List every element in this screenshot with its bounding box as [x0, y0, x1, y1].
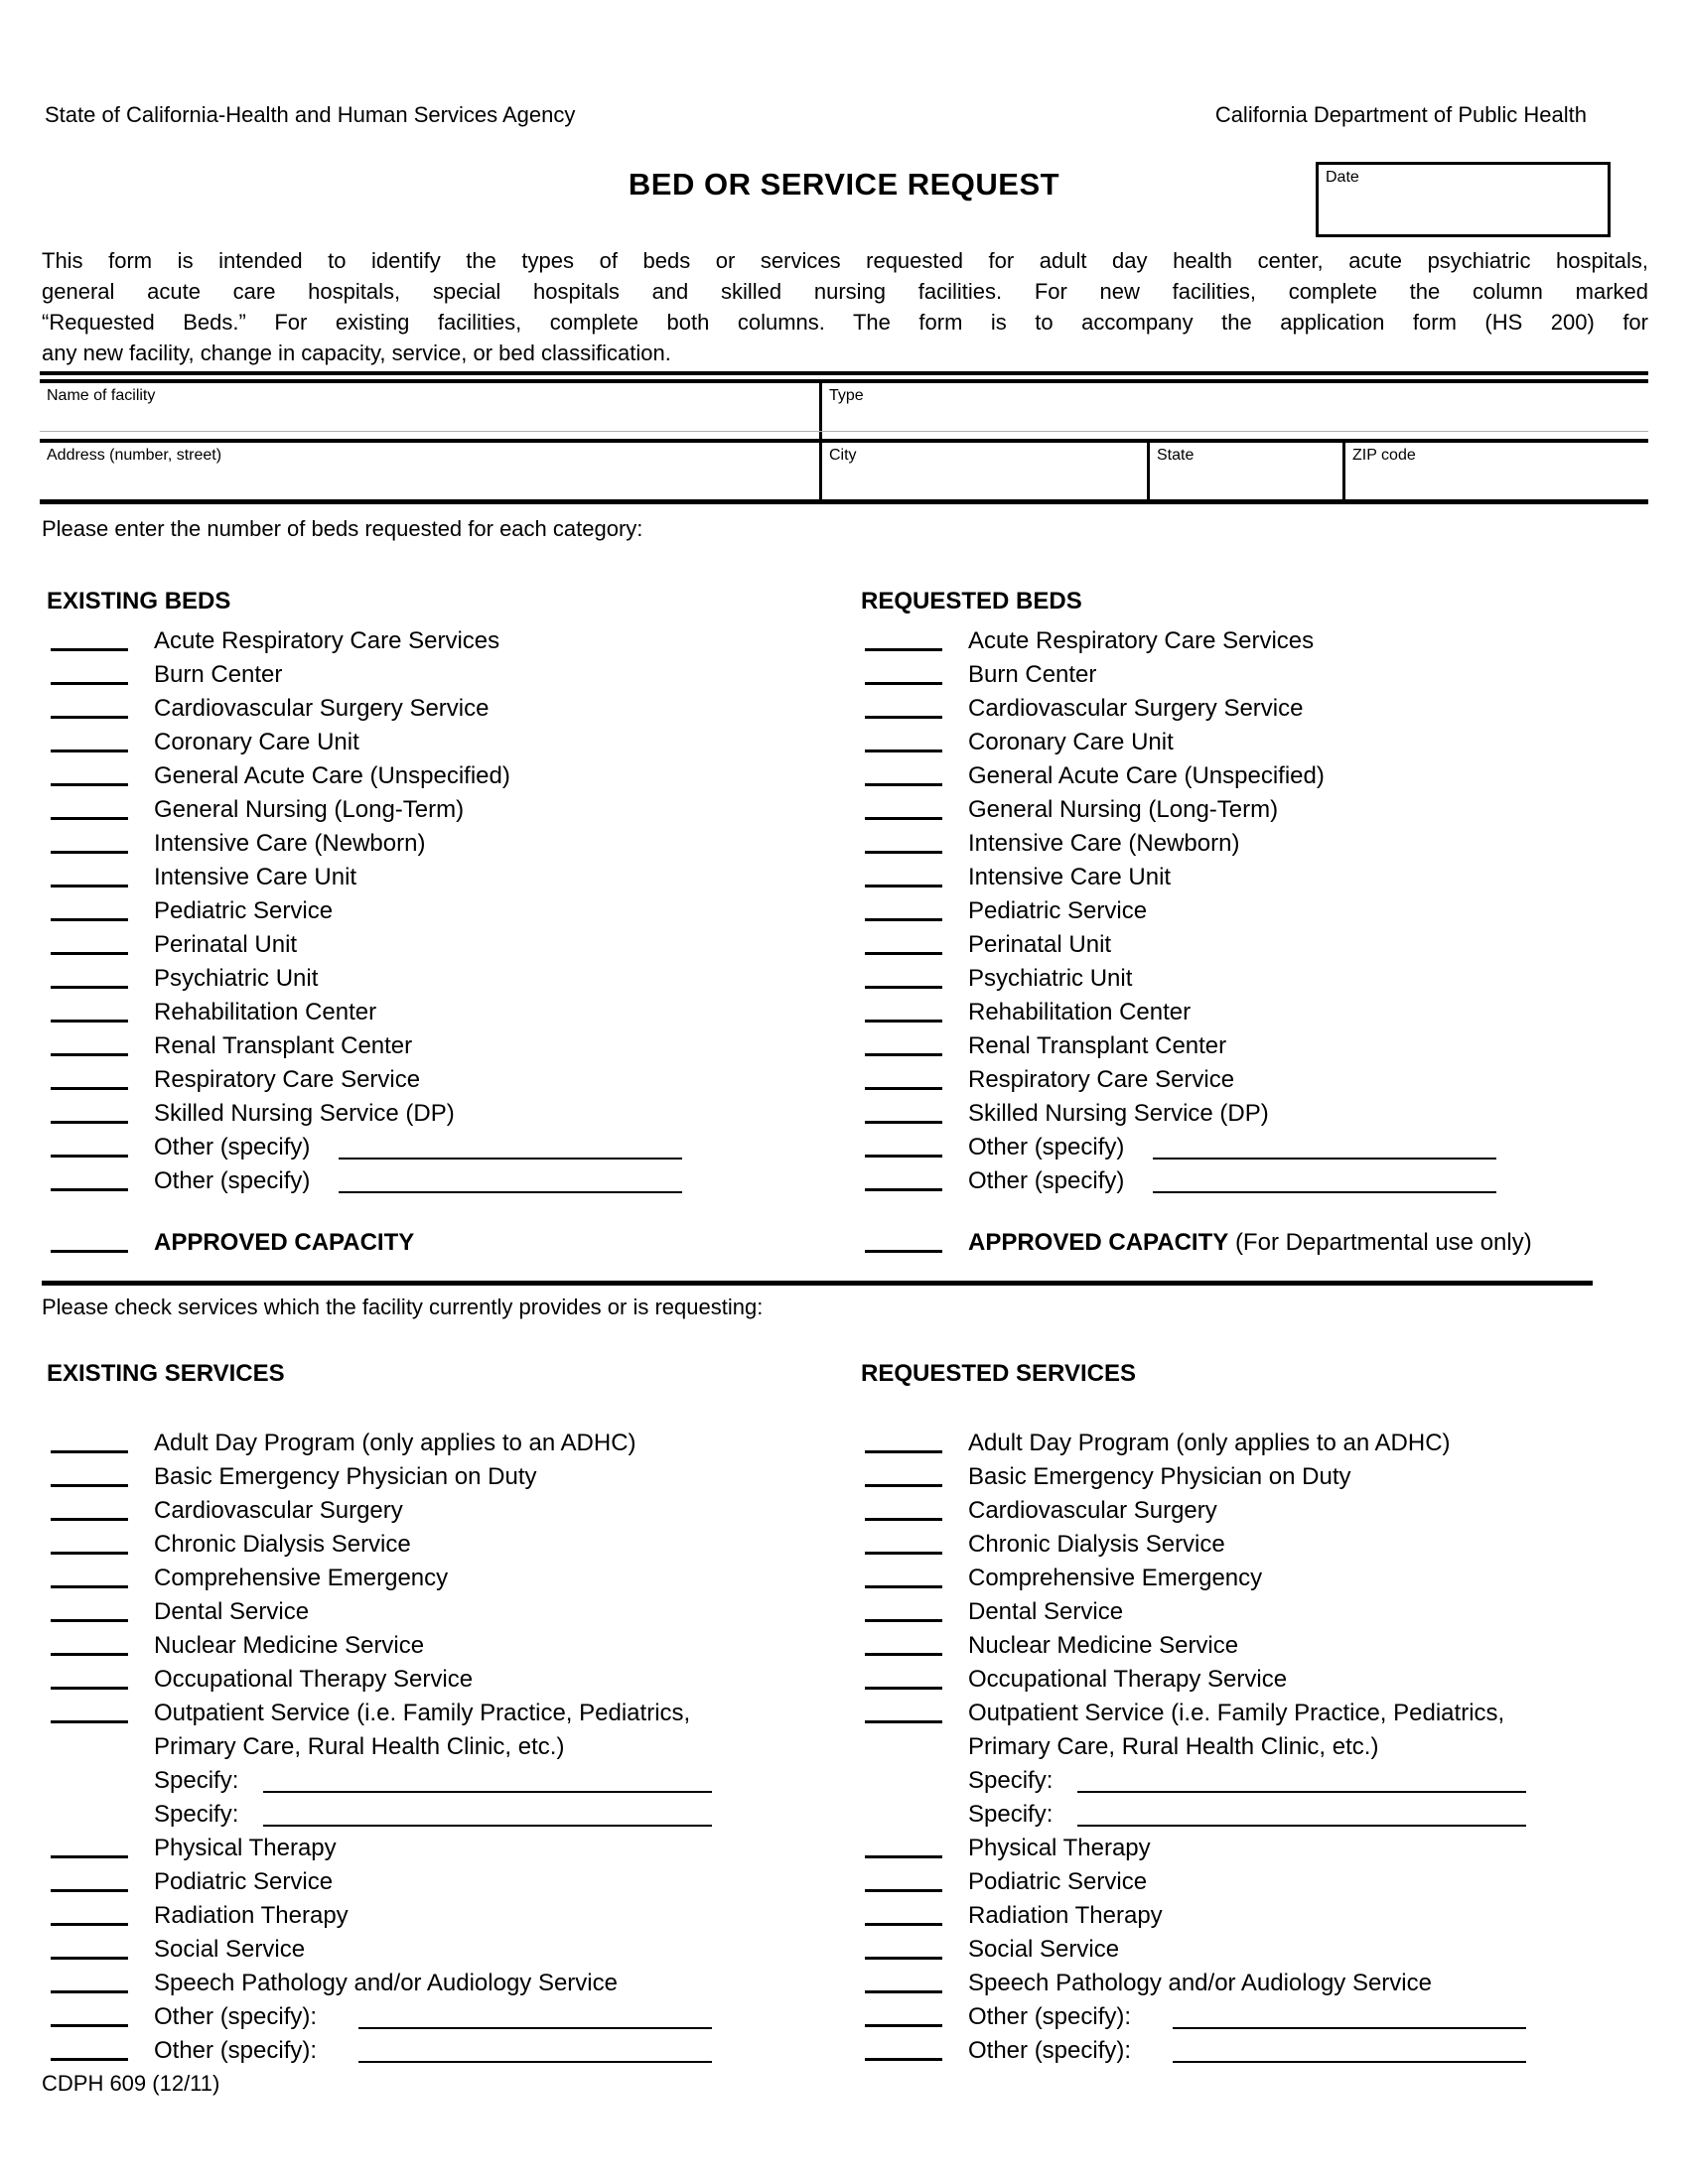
- approved-capacity-label: APPROVED CAPACITY: [154, 1229, 415, 1256]
- write-in-line: [40, 431, 1648, 432]
- existing-beds-header: EXISTING BEDS: [47, 588, 231, 614]
- service-row-label: Social Service: [968, 1936, 1120, 1963]
- fill-in-line[interactable]: [865, 1020, 942, 1023]
- bed-row: [859, 895, 1663, 929]
- city-label: City: [829, 447, 857, 464]
- fill-in-line[interactable]: [865, 682, 942, 685]
- bed-row-label: Other (specify): [154, 1134, 311, 1160]
- fill-in-line[interactable]: [51, 851, 128, 854]
- bed-row: [45, 997, 849, 1030]
- bed-row: [45, 693, 849, 727]
- fill-in-line[interactable]: [51, 1855, 128, 1858]
- bed-row-label: Psychiatric Unit: [968, 965, 1133, 992]
- service-row-label: Podiatric Service: [154, 1868, 334, 1895]
- service-row-label: Outpatient Service (i.e. Family Practice, Pediatrics,: [968, 1700, 1505, 1726]
- bed-row-label: General Nursing (Long-Term): [968, 796, 1279, 823]
- fill-in-line[interactable]: [865, 1687, 942, 1690]
- service-row-label: Specify:: [968, 1767, 1054, 1794]
- bed-row: [45, 929, 849, 963]
- intro-line: any new facility, change in capacity, service, or bed classification.: [42, 341, 671, 365]
- bed-row: [45, 659, 849, 693]
- fill-in-line[interactable]: [51, 1720, 128, 1723]
- service-row-label: Specify:: [154, 1801, 239, 1828]
- bed-row: [859, 659, 1663, 693]
- bed-row: [859, 760, 1663, 794]
- fill-in-line[interactable]: [865, 716, 942, 719]
- fill-in-line[interactable]: [865, 1585, 942, 1588]
- services-instruction: Please check services which the facility currently provides or is requesting:: [42, 1295, 764, 1319]
- service-row-label: Basic Emergency Physician on Duty: [968, 1463, 1351, 1490]
- fill-in-line[interactable]: [51, 986, 128, 989]
- service-row-label: Podiatric Service: [968, 1868, 1148, 1895]
- page-title: BED OR SERVICE REQUEST: [628, 167, 1060, 202]
- specify-line[interactable]: [1173, 2061, 1526, 2063]
- service-row-label: Speech Pathology and/or Audiology Service: [968, 1970, 1432, 1996]
- fill-in-line[interactable]: [51, 1552, 128, 1555]
- service-row-label: Primary Care, Rural Health Clinic, etc.): [968, 1733, 1379, 1760]
- service-row: [45, 1664, 849, 1698]
- requested-services-header: REQUESTED SERVICES: [861, 1360, 1136, 1387]
- bed-row-label: Cardiovascular Surgery Service: [154, 695, 490, 722]
- fill-in-line[interactable]: [51, 750, 128, 752]
- bed-row-label: Respiratory Care Service: [968, 1066, 1235, 1093]
- service-row: [859, 1461, 1663, 1495]
- form-number: CDPH 609 (12/11): [42, 2071, 220, 2096]
- fill-in-line[interactable]: [865, 1923, 942, 1926]
- state-field[interactable]: [1150, 443, 1345, 499]
- fill-in-line[interactable]: [865, 885, 942, 887]
- service-row: [859, 1698, 1663, 1731]
- existing-beds-column: [45, 588, 849, 1273]
- bed-row: [45, 862, 849, 895]
- bed-row-label: Cardiovascular Surgery Service: [968, 695, 1304, 722]
- fill-in-line[interactable]: [51, 682, 128, 685]
- service-row: [45, 1428, 849, 1461]
- service-row-label: Adult Day Program (only applies to an ADHC): [968, 1430, 1451, 1456]
- service-row-label: Comprehensive Emergency: [968, 1565, 1263, 1591]
- zip-field[interactable]: [1345, 443, 1648, 499]
- bed-row: [45, 895, 849, 929]
- service-row-label: Other (specify):: [154, 2037, 318, 2064]
- fill-in-line[interactable]: [51, 817, 128, 820]
- service-row: [45, 1968, 849, 2001]
- fill-in-line[interactable]: [51, 783, 128, 786]
- bed-row: [45, 963, 849, 997]
- approved-capacity-label: APPROVED CAPACITY: [968, 1229, 1229, 1256]
- bed-row-label: Other (specify): [154, 1167, 311, 1194]
- service-row: [859, 1833, 1663, 1866]
- bed-row-label: Burn Center: [968, 661, 1097, 688]
- service-row: [859, 1866, 1663, 1900]
- fill-in-line[interactable]: [865, 918, 942, 921]
- service-row: [45, 1495, 849, 1529]
- facility-type-label: Type: [829, 387, 864, 404]
- fill-in-line[interactable]: [51, 1653, 128, 1656]
- service-row: [859, 2001, 1663, 2035]
- existing-services-header: EXISTING SERVICES: [47, 1360, 285, 1387]
- bed-row-label: Renal Transplant Center: [968, 1032, 1227, 1059]
- bed-row: [859, 963, 1663, 997]
- bed-row-label: Pediatric Service: [968, 897, 1148, 924]
- service-row-label: Other (specify):: [968, 2037, 1132, 2064]
- fill-in-line[interactable]: [865, 1155, 942, 1158]
- service-row: [45, 1934, 849, 1968]
- bed-row-label: Intensive Care (Newborn): [154, 830, 426, 857]
- specify-line[interactable]: [1153, 1158, 1496, 1160]
- zip-label: ZIP code: [1352, 447, 1416, 464]
- service-row: [859, 1630, 1663, 1664]
- service-row: [859, 1765, 1663, 1799]
- intro-line: “Requested Beds.” For existing facilities, complete both columns. The form is to accompany the application form (HS 200) for: [42, 310, 1648, 335]
- fill-in-line[interactable]: [865, 1957, 942, 1960]
- requested-services-column: [859, 1360, 1663, 2069]
- service-row-label: Specify:: [968, 1801, 1054, 1828]
- fill-in-line[interactable]: [51, 1053, 128, 1056]
- service-row-label: Social Service: [154, 1936, 306, 1963]
- fill-in-line[interactable]: [865, 1990, 942, 1993]
- specify-line[interactable]: [339, 1158, 682, 1160]
- service-row-label: Speech Pathology and/or Audiology Service: [154, 1970, 618, 1996]
- fill-in-line[interactable]: [51, 716, 128, 719]
- fill-in-line[interactable]: [51, 952, 128, 955]
- bed-row-label: Acute Respiratory Care Services: [154, 627, 500, 654]
- fill-in-line[interactable]: [51, 918, 128, 921]
- specify-line[interactable]: [1153, 1191, 1496, 1193]
- bed-row: [859, 1098, 1663, 1132]
- requested-beds-header: REQUESTED BEDS: [861, 588, 1082, 614]
- service-row-label: Basic Emergency Physician on Duty: [154, 1463, 537, 1490]
- facility-table-row: [40, 383, 1648, 443]
- specify-line[interactable]: [1173, 2027, 1526, 2029]
- fill-in-line[interactable]: [51, 1687, 128, 1690]
- approved-capacity-line[interactable]: [51, 1250, 128, 1253]
- fill-in-line[interactable]: [865, 2024, 942, 2027]
- service-row: [859, 1731, 1663, 1765]
- fill-in-line[interactable]: [865, 1484, 942, 1487]
- approved-capacity-row: [45, 1227, 849, 1261]
- bed-row-label: Skilled Nursing Service (DP): [968, 1100, 1269, 1127]
- fill-in-line[interactable]: [51, 1087, 128, 1090]
- intro-line: This form is intended to identify the types of beds or services requested for adult day health center, acute psychiatric hospitals,: [42, 248, 1648, 273]
- fill-in-line[interactable]: [865, 1518, 942, 1521]
- state-label: State: [1157, 447, 1195, 464]
- bed-row-label: Coronary Care Unit: [968, 729, 1174, 755]
- service-row: [859, 1495, 1663, 1529]
- bed-row: [45, 625, 849, 659]
- fill-in-line[interactable]: [865, 750, 942, 752]
- approved-capacity-row: [859, 1227, 1663, 1261]
- service-row-label: Adult Day Program (only applies to an ADHC): [154, 1430, 636, 1456]
- service-row: [859, 2035, 1663, 2069]
- bed-row: [859, 625, 1663, 659]
- service-row-label: Occupational Therapy Service: [154, 1666, 474, 1693]
- fill-in-line[interactable]: [865, 648, 942, 651]
- fill-in-line[interactable]: [51, 1518, 128, 1521]
- fill-in-line[interactable]: [865, 1121, 942, 1124]
- bed-row-label: Skilled Nursing Service (DP): [154, 1100, 455, 1127]
- departmental-use-note: (For Departmental use only): [1234, 1229, 1532, 1256]
- section-divider: [42, 1281, 1593, 1286]
- service-row: [45, 1529, 849, 1563]
- bed-row: [859, 693, 1663, 727]
- specify-line[interactable]: [1077, 1825, 1526, 1827]
- specify-line[interactable]: [1077, 1791, 1526, 1793]
- approved-capacity-line[interactable]: [865, 1250, 942, 1253]
- service-row: [45, 1563, 849, 1596]
- service-row: [45, 1900, 849, 1934]
- service-row: [45, 1731, 849, 1765]
- bed-row: [859, 1064, 1663, 1098]
- service-row-label: Physical Therapy: [154, 1835, 337, 1861]
- specify-line[interactable]: [358, 2027, 712, 2029]
- requested-beds-column: [859, 588, 1663, 1273]
- specify-line[interactable]: [358, 2061, 712, 2063]
- fill-in-line[interactable]: [51, 1923, 128, 1926]
- fill-in-line[interactable]: [865, 1653, 942, 1656]
- service-row: [45, 1630, 849, 1664]
- fill-in-line[interactable]: [865, 1619, 942, 1622]
- bed-row-label: General Nursing (Long-Term): [154, 796, 465, 823]
- bed-row-label: Other (specify): [968, 1167, 1125, 1194]
- bed-row-label: Psychiatric Unit: [154, 965, 319, 992]
- service-row-label: Other (specify):: [968, 2003, 1132, 2030]
- fill-in-line[interactable]: [865, 986, 942, 989]
- bed-row: [45, 1132, 849, 1165]
- bed-row: [859, 727, 1663, 760]
- bed-row-label: Burn Center: [154, 661, 283, 688]
- service-row-label: Physical Therapy: [968, 1835, 1151, 1861]
- fill-in-line[interactable]: [865, 1889, 942, 1892]
- bed-row: [45, 794, 849, 828]
- service-row-label: Primary Care, Rural Health Clinic, etc.): [154, 1733, 565, 1760]
- fill-in-line[interactable]: [865, 1053, 942, 1056]
- bed-row-label: Rehabilitation Center: [154, 999, 377, 1025]
- bed-row-label: General Acute Care (Unspecified): [968, 762, 1325, 789]
- fill-in-line[interactable]: [51, 1188, 128, 1191]
- double-rule: [40, 371, 1648, 375]
- fill-in-line[interactable]: [865, 817, 942, 820]
- bed-row-label: Renal Transplant Center: [154, 1032, 413, 1059]
- bed-row: [859, 1030, 1663, 1064]
- fill-in-line[interactable]: [865, 1552, 942, 1555]
- bed-row: [859, 794, 1663, 828]
- bed-row-label: Perinatal Unit: [968, 931, 1112, 958]
- fill-in-line[interactable]: [51, 1450, 128, 1453]
- service-row: [45, 1799, 849, 1833]
- city-field[interactable]: [822, 443, 1150, 499]
- service-row: [45, 1698, 849, 1731]
- fill-in-line[interactable]: [865, 783, 942, 786]
- service-row-label: Other (specify):: [154, 2003, 318, 2030]
- existing-services-column: [45, 1360, 849, 2069]
- service-row: [45, 2001, 849, 2035]
- fill-in-line[interactable]: [51, 648, 128, 651]
- service-row: [45, 2035, 849, 2069]
- intro-paragraph: [42, 245, 1648, 368]
- bed-row: [45, 727, 849, 760]
- service-row: [859, 1596, 1663, 1630]
- specify-line[interactable]: [339, 1191, 682, 1193]
- fill-in-line[interactable]: [51, 2058, 128, 2061]
- bed-row-label: Other (specify): [968, 1134, 1125, 1160]
- fill-in-line[interactable]: [51, 1957, 128, 1960]
- bed-row: [45, 760, 849, 794]
- service-row-label: Cardiovascular Surgery: [968, 1497, 1217, 1524]
- service-row-label: Cardiovascular Surgery: [154, 1497, 403, 1524]
- bed-row-label: Perinatal Unit: [154, 931, 298, 958]
- service-row: [45, 1833, 849, 1866]
- service-row: [859, 1968, 1663, 2001]
- bed-row-label: Coronary Care Unit: [154, 729, 359, 755]
- bed-row: [859, 1165, 1663, 1199]
- facility-name-label: Name of facility: [47, 387, 156, 404]
- fill-in-line[interactable]: [51, 1121, 128, 1124]
- date-box: [1316, 162, 1611, 237]
- bed-row-label: Intensive Care Unit: [968, 864, 1172, 890]
- service-row: [859, 1664, 1663, 1698]
- date-label: Date: [1326, 169, 1359, 186]
- fill-in-line[interactable]: [51, 885, 128, 887]
- service-row-label: Occupational Therapy Service: [968, 1666, 1288, 1693]
- fill-in-line[interactable]: [865, 1720, 942, 1723]
- fill-in-line[interactable]: [51, 1889, 128, 1892]
- service-row: [859, 1799, 1663, 1833]
- fill-in-line[interactable]: [865, 1087, 942, 1090]
- bed-row: [859, 828, 1663, 862]
- date-field[interactable]: [1319, 189, 1608, 234]
- bed-row: [45, 828, 849, 862]
- bed-row-label: General Acute Care (Unspecified): [154, 762, 510, 789]
- service-row-label: Chronic Dialysis Service: [154, 1531, 411, 1558]
- service-row-label: Radiation Therapy: [968, 1902, 1163, 1929]
- service-row: [859, 1428, 1663, 1461]
- bed-row: [859, 997, 1663, 1030]
- address-field[interactable]: [40, 443, 822, 499]
- bed-row: [45, 1064, 849, 1098]
- service-row-label: Dental Service: [968, 1598, 1124, 1625]
- fill-in-line[interactable]: [51, 1990, 128, 1993]
- bed-row-label: Pediatric Service: [154, 897, 334, 924]
- bed-row-label: Acute Respiratory Care Services: [968, 627, 1315, 654]
- service-row-label: Nuclear Medicine Service: [968, 1632, 1239, 1659]
- specify-line[interactable]: [263, 1825, 712, 1827]
- bed-row: [45, 1098, 849, 1132]
- fill-in-line[interactable]: [865, 851, 942, 854]
- service-row: [45, 1866, 849, 1900]
- service-row: [859, 1563, 1663, 1596]
- service-row: [45, 1461, 849, 1495]
- specify-line[interactable]: [263, 1791, 712, 1793]
- facility-table-row: [40, 443, 1648, 504]
- intro-line: general acute care hospitals, special hospitals and skilled nursing facilities. For new facilities, complete the column marked: [42, 279, 1648, 304]
- fill-in-line[interactable]: [865, 1450, 942, 1453]
- bed-row-label: Rehabilitation Center: [968, 999, 1192, 1025]
- service-row: [45, 1765, 849, 1799]
- service-row-label: Outpatient Service (i.e. Family Practice, Pediatrics,: [154, 1700, 691, 1726]
- service-row-label: Nuclear Medicine Service: [154, 1632, 425, 1659]
- fill-in-line[interactable]: [865, 1855, 942, 1858]
- bed-row-label: Intensive Care (Newborn): [968, 830, 1240, 857]
- beds-instruction: Please enter the number of beds requested for each category:: [42, 516, 643, 541]
- service-row: [45, 1596, 849, 1630]
- fill-in-line[interactable]: [51, 1020, 128, 1023]
- service-row-label: Specify:: [154, 1767, 239, 1794]
- fill-in-line[interactable]: [865, 1188, 942, 1191]
- service-row-label: Dental Service: [154, 1598, 310, 1625]
- service-row: [859, 1934, 1663, 1968]
- fill-in-line[interactable]: [865, 952, 942, 955]
- department-header: California Department of Public Health: [1214, 102, 1587, 127]
- service-row: [859, 1529, 1663, 1563]
- service-row-label: Radiation Therapy: [154, 1902, 349, 1929]
- bed-row: [859, 929, 1663, 963]
- fill-in-line[interactable]: [51, 2024, 128, 2027]
- service-row-label: Comprehensive Emergency: [154, 1565, 449, 1591]
- address-label: Address (number, street): [47, 447, 222, 464]
- bed-row: [45, 1030, 849, 1064]
- facility-table: [40, 379, 1648, 504]
- service-row-label: Chronic Dialysis Service: [968, 1531, 1225, 1558]
- agency-header: State of California-Health and Human Services Agency: [45, 102, 576, 127]
- fill-in-line[interactable]: [51, 1484, 128, 1487]
- fill-in-line[interactable]: [51, 1619, 128, 1622]
- fill-in-line[interactable]: [51, 1155, 128, 1158]
- bed-row: [859, 862, 1663, 895]
- fill-in-line[interactable]: [51, 1585, 128, 1588]
- bed-row: [45, 1165, 849, 1199]
- bed-row-label: Respiratory Care Service: [154, 1066, 421, 1093]
- fill-in-line[interactable]: [865, 2058, 942, 2061]
- bed-row: [859, 1132, 1663, 1165]
- bed-row-label: Intensive Care Unit: [154, 864, 357, 890]
- service-row: [859, 1900, 1663, 1934]
